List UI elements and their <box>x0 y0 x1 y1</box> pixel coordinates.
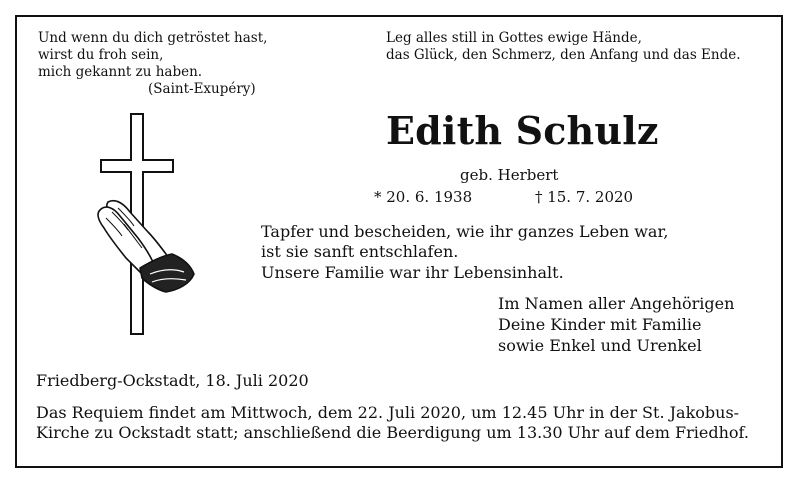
family-line: Unsere Familie war ihr Lebensinhalt. <box>261 263 564 282</box>
praying-hands-icon <box>90 188 200 296</box>
signature-line: Im Namen aller Angehörigen <box>498 294 735 313</box>
deceased-name: Edith Schulz <box>386 108 659 153</box>
text-line: Tapfer und bescheiden, wie ihr ganzes Leben war, <box>261 222 669 241</box>
quote-saint-exupery <box>38 30 267 98</box>
signature-block <box>498 293 734 356</box>
quote-line: Und wenn du dich getröstet hast, <box>38 30 268 46</box>
life-dates <box>374 188 633 206</box>
funeral-notice <box>36 403 749 443</box>
quote-gottes-haende <box>386 30 741 64</box>
text-line: ist sie sanft entschlafen. <box>261 242 459 261</box>
death-date: † 15. 7. 2020 <box>534 188 634 206</box>
quote-line: mich gekannt zu haben. <box>38 64 203 80</box>
notice-line: Kirche zu Ockstadt statt; anschließend die Beerdigung um 13.30 Uhr auf dem Friedhof. <box>36 423 749 442</box>
birth-date: * 20. 6. 1938 <box>374 188 473 206</box>
quote-line: Leg alles still in Gottes ewige Hände, <box>386 30 642 46</box>
birth-name: geb. Herbert <box>460 166 559 184</box>
quote-attribution: (Saint-Exupéry) <box>148 81 256 97</box>
quote-line: wirst du froh sein, <box>38 47 164 63</box>
quote-line: das Glück, den Schmerz, den Anfang und das Ende. <box>386 47 741 63</box>
obituary-text <box>261 222 668 262</box>
signature-line: sowie Enkel und Urenkel <box>498 336 702 355</box>
place-date: Friedberg-Ockstadt, 18. Juli 2020 <box>36 371 309 390</box>
signature-line: Deine Kinder mit Familie <box>498 315 702 334</box>
notice-line: Das Requiem findet am Mittwoch, dem 22. Juli 2020, um 12.45 Uhr in der St. Jakobus- <box>36 403 740 422</box>
